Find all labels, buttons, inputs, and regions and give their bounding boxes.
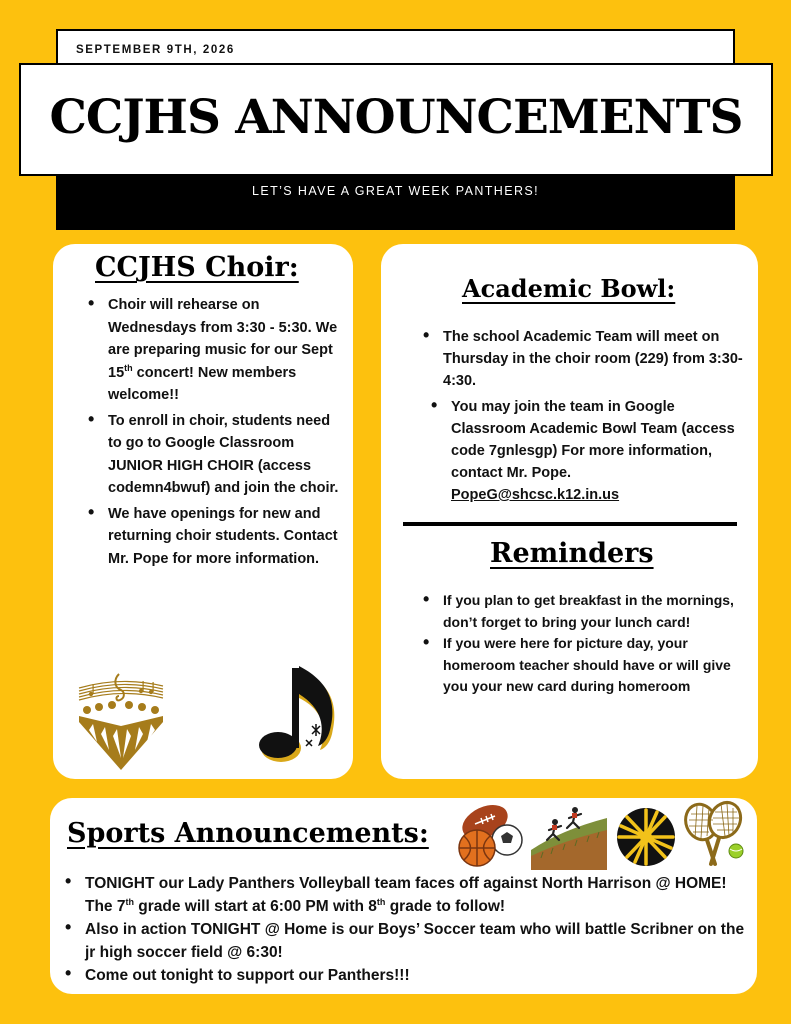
reminders-heading: Reminders: [490, 538, 654, 569]
music-note-icon: [256, 662, 346, 772]
sports-list: [65, 872, 755, 987]
choir-heading: CCJHS Choir:: [95, 252, 299, 283]
title-box: [19, 63, 773, 176]
tagline-text: LET’S HAVE A GREAT WEEK PANTHERS!: [251, 184, 539, 198]
pom-pom-icon: [615, 806, 677, 868]
runners-icon: [531, 800, 607, 870]
list-item: • The school Academic Team will meet on Thursday in the choir room (229) from 3:30-4:30.: [423, 326, 743, 392]
list-item: • If you were here for picture day, your homeroom teacher should have or will give you your new card during homeroom: [423, 633, 743, 698]
section-divider: [403, 522, 737, 526]
academic-bowl-heading: Academic Bowl:: [462, 274, 676, 303]
sports-card: [50, 798, 757, 994]
academic-reminders-card: [381, 244, 758, 779]
choir-card: [53, 244, 353, 779]
list-item: • Also in action TONIGHT @ Home is our Boys’ Soccer team who will battle Scribner on the jr high soccer field @ 6:30!: [65, 918, 755, 964]
list-item: • If you plan to get breakfast in the mornings, don’t forget to bring your lunch card!: [423, 590, 743, 633]
list-item: • You may join the team in Google Classroom Academic Bowl Team (access code 7gnlesgp) For more information, contact Mr. Pope. PopeG@shcsc.k12.in.us: [431, 396, 743, 506]
contact-email-link[interactable]: PopeG@shcsc.k12.in.us: [451, 487, 620, 503]
academic-bowl-list: [423, 326, 743, 510]
reminders-list: [423, 590, 743, 698]
date-text: SEPTEMBER 9TH, 2026: [76, 44, 235, 56]
list-item: • Choir will rehearse on Wednesdays from 3:30 - 5:30. We are preparing music for our Sept 15th concert! New members welcome!!: [88, 294, 344, 407]
choir-list: [88, 294, 344, 573]
tagline-bar: [56, 176, 735, 230]
list-item: • We have openings for new and returning choir students. Contact Mr. Pope for more information.: [88, 503, 344, 571]
choir-logo-icon: [75, 672, 167, 770]
sports-balls-icon: [455, 798, 525, 868]
list-item: • Come out tonight to support our Panthers!!!: [65, 964, 755, 987]
list-item: • To enroll in choir, students need to go to Google Classroom JUNIOR HIGH CHOIR (access codemn4bwuf) and join the choir.: [88, 410, 344, 500]
sports-heading: Sports Announcements:: [67, 818, 429, 849]
list-item: • TONIGHT our Lady Panthers Volleyball team faces off against North Harrison @ HOME! The 7th grade will start at 6:00 PM with 8th grade to follow!: [65, 872, 755, 918]
tennis-rackets-icon: [681, 800, 747, 872]
page-title: CCJHS ANNOUNCEMENTS: [49, 90, 743, 145]
